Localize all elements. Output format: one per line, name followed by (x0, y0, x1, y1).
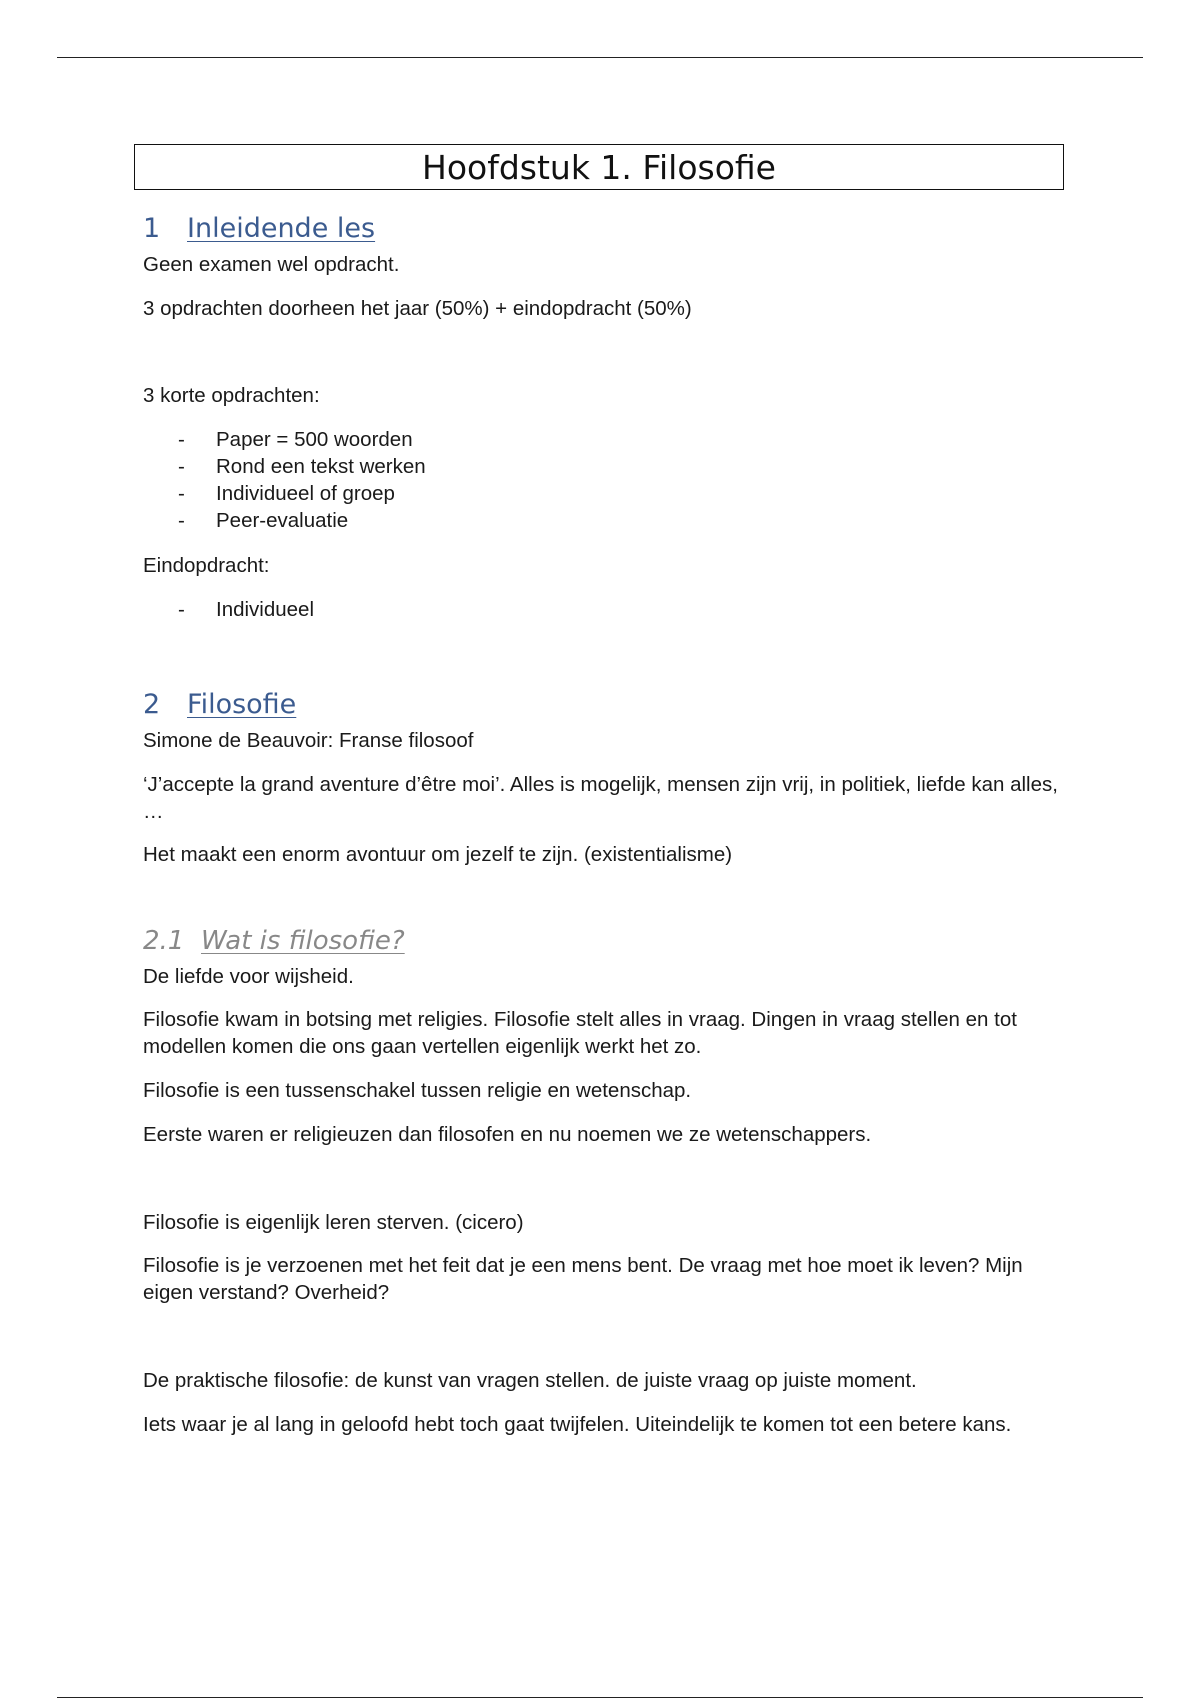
subsection-title: Wat is filosofie? (201, 926, 405, 956)
paragraph: De praktische filosofie: de kunst van vragen stellen. de juiste vraag op juiste moment. (143, 1369, 917, 1392)
section-heading-2 (143, 689, 296, 720)
subsection-number: 2.1 (143, 926, 185, 956)
header-rule (57, 57, 1143, 58)
list-item: - Individueel (178, 598, 315, 621)
paragraph: De liefde voor wijsheid. (143, 965, 354, 988)
list-item: - Paper = 500 woorden (178, 428, 413, 451)
list-item: - Individueel of groep (178, 482, 395, 505)
section-title: Filosofie (187, 689, 297, 720)
paragraph: 3 opdrachten doorheen het jaar (50%) + eindopdracht (50%) (143, 297, 692, 320)
paragraph: Geen examen wel opdracht. (143, 253, 400, 276)
list-item: - Rond een tekst werken (178, 455, 426, 478)
paragraph: Filosofie is een tussenschakel tussen religie en wetenschap. (143, 1079, 692, 1102)
paragraph: Het maakt een enorm avontuur om jezelf te zijn. (existentialisme) (143, 843, 733, 866)
paragraph: Simone de Beauvoir: Franse filosoof (143, 729, 474, 752)
footer-rule (57, 1697, 1143, 1698)
subsection-heading-2-1 (143, 926, 405, 956)
paragraph: Filosofie is eigenlijk leren sterven. (cicero) (143, 1211, 524, 1234)
chapter-title: Hoofdstuk 1. Filosofie (134, 144, 1064, 190)
paragraph: 3 korte opdrachten: (143, 384, 320, 407)
section-heading-1 (143, 213, 375, 244)
paragraph: ‘J’accepte la grand aventure d’être moi’. Alles is mogelijk, mensen zijn vrij, in politiek, liefde kan alles, … (143, 773, 1058, 823)
paragraph: Filosofie kwam in botsing met religies. Filosofie stelt alles in vraag. Dingen in vraag stellen en tot modellen komen die ons gaan vertellen eigenlijk werkt het zo. (143, 1008, 1017, 1058)
section-number: 2 (143, 689, 161, 720)
paragraph: Iets waar je al lang in geloofd hebt toch gaat twijfelen. Uiteindelijk te komen tot een betere kans. (143, 1413, 1012, 1436)
paragraph: Filosofie is je verzoenen met het feit dat je een mens bent. De vraag met hoe moet ik leven? Mijn eigen verstand? Overheid? (143, 1254, 1023, 1304)
section-title: Inleidende les (187, 213, 376, 244)
list-item: - Peer-evaluatie (178, 509, 349, 532)
paragraph: Eindopdracht: (143, 554, 270, 577)
paragraph: Eerste waren er religieuzen dan filosofen en nu noemen we ze wetenschappers. (143, 1123, 872, 1146)
section-number: 1 (143, 213, 161, 244)
